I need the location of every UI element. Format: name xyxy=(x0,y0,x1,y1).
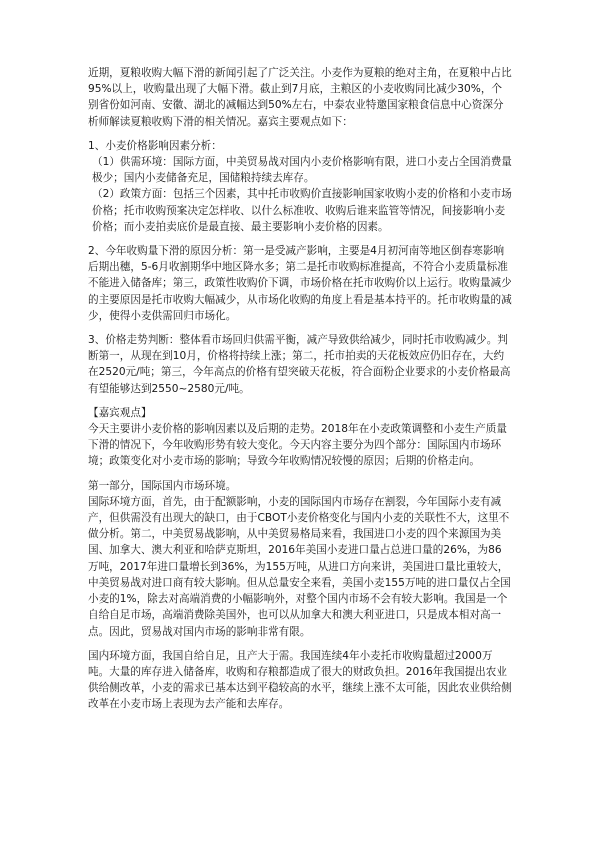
section-2-paragraph: 2、今年收购量下滑的原因分析：第一是受减产影响，主要是4月初河南等地区倒春寒影响后期出穗，5-6月收割期华中地区降水多；第二是托市收购标准提高，不符合小麦质量标准不能进入储备库；第三，政策性收购价下调，市场价格在托市收购价以上运行。收购量减少的主要原因是托市收购大幅减少，从市场化收购的角度上看是基本持平的。托市收购量的减少，使得小麦供需回归市场化。 xyxy=(88,245,512,322)
part-1-domestic: 国内环境方面，我国自给自足，且产大于需。我国连续4年小麦托市收购量超过2000万吨。大量的库存进入储备库，收购和存粮都造成了很大的财政负担。2016年我国提出农业供给侧改革，小麦的需求已基本达到平稳较高的水平，继续上涨不太可能，因此农业供给侧改革在小麦市场上表现为去产能和去库存。 xyxy=(88,649,512,711)
part-1-international: 国际环境方面，首先，由于配额影响，小麦的国际国内市场存在割裂，今年国际小麦有减产，但供需没有出现大的缺口，由于CBOT小麦价格变化与国内小麦的关联性不大，这里不做分析。第二，中美贸易战影响，从中美贸易格局来看，我国进口小麦的四个来源国为美国、加拿大、澳大利亚和哈萨克斯坦，2016年美国小麦进口量占总进口量的26%，为86万吨，2017年进口量增长到36%，为155万吨，从进口方向来讲，美国进口量比重较大，中美贸易战对进口商有较大影响。但从总量安全来看，美国小麦155万吨的进口量仅占全国小麦的1%，除去对高端消费的小幅影响外，对整个国内市场不会有较大影响。我国是一个自给自足市场，高端消费除美国外，也可以从加拿大和澳大利亚进口，只是成本相对高一点。因此，贸易战对国内市场的影响非常有限。 xyxy=(88,495,511,638)
spacer xyxy=(88,130,512,138)
document-body xyxy=(88,65,512,713)
section-1-supply-demand: （1）供需环境：国际方面，中美贸易战对国内小麦价格影响有限，进口小麦占全国消费量极少；国内小麦储备充足，国储粮持续去库存。 xyxy=(92,156,512,185)
spacer xyxy=(88,235,512,243)
spacer xyxy=(88,640,512,648)
section-1-policy: （2）政策方面：包括三个因素，其中托市收购价直接影响国家收购小麦的价格和小麦市场价格；托市收购预案决定怎样收、以什么标准收、收购后谁来监管等情况，间接影响小麦价格；而小麦拍卖底价是最直接、最主要影响小麦价格的因素。 xyxy=(92,188,512,233)
part-1-title: 第一部分，国际国内市场环境。 xyxy=(88,479,237,492)
spacer xyxy=(88,397,512,405)
section-1-title: 1、小麦价格影响因素分析： xyxy=(88,139,222,152)
intro-paragraph: 近期，夏粮收购大幅下滑的新闻引起了广泛关注。小麦作为夏粮的绝对主角，在夏粮中占比95%以上，收购量出现了大幅下滑。截止到7月底，主粮区的小麦收购同比减少30%，个别省份如河南、安徽、湖北的减幅达到50%左右，中泰农业特邀国家粮食信息中心资深分析师解读夏粮收购下滑的相关情况。嘉宾主要观点如下： xyxy=(88,67,512,128)
spacer xyxy=(88,324,512,332)
guest-viewpoint-intro: 今天主要讲小麦价格的影响因素以及后期的走势。2018年在小麦政策调整和小麦生产质量下滑的情况下，今年收购形势有较大变化。今天内容主要分为四个部分：国际国内市场环境；政策变化对小麦市场的影响；导致今年收购情况较慢的原因；后期的价格走向。 xyxy=(88,423,507,468)
section-3-paragraph: 3、价格走势判断：整体看市场回归供需平衡，减产导致供给减少，同时托市收购减少。判断第一，从现在到10月，价格将持续上涨；第二，托市拍卖的天花板效应仍旧存在，大约在2520元/吨；第三，今年高点的价格有望突破天花板，符合面粉企业要求的小麦价格最高有望能够达到2550~2580元/吨。 xyxy=(88,334,511,395)
spacer xyxy=(88,470,512,478)
guest-viewpoint-header: 【嘉宾观点】 xyxy=(88,406,152,419)
